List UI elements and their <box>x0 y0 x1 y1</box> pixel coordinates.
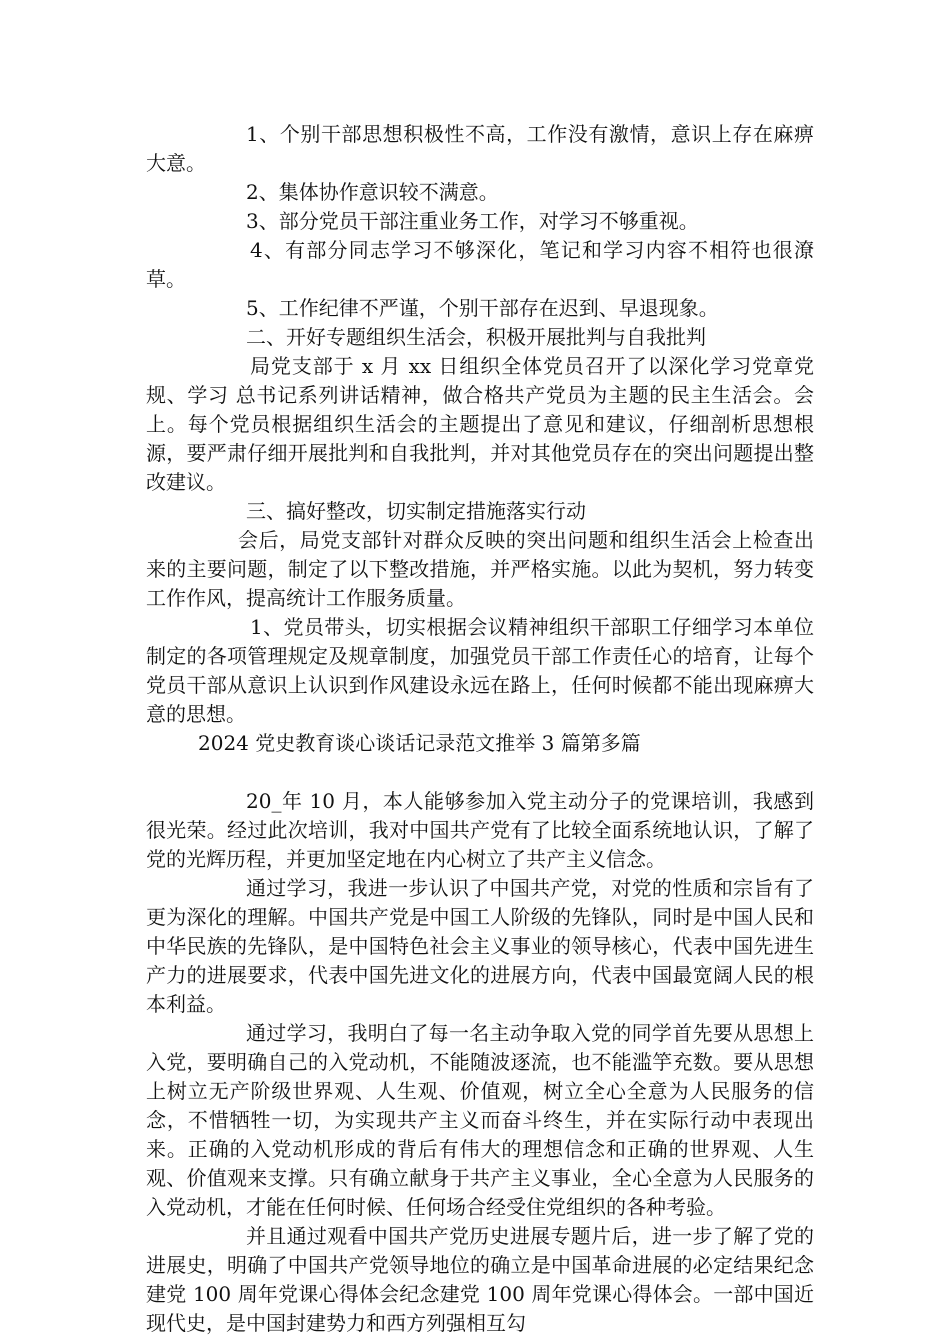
blank-line <box>146 758 814 787</box>
paragraph-understanding: 通过学习，我进一步认识了中国共产党，对党的性质和宗旨有了更为深化的理解。中国共产党是中国工人阶级的先锋队，同时是中国人民和中华民族的先锋队，是中国特色社会主义事业的领导核心，代表中国先进生产力的进展要求，代表中国先进文化的进展方向，代表中国最宽阔人民的根本利益。 <box>146 876 814 1016</box>
paragraph-history: 并且通过观看中国共产党历史进展专题片后，进一步了解了党的进展史，明确了中国共产党领导地位的确立是中国革命进展的必定结果纪念建党 100 周年党课心得体会纪念建党 100 周年党课心得体会。一部中国近现代史，是中国封建势力和西方列强相互勾 <box>146 1224 814 1335</box>
paragraph-motivation: 通过学习，我明白了每一名主动争取入党的同学首先要从思想上入党，要明确自己的入党动机，不能随波逐流，也不能滥竽充数。要从思想上树立无产阶级世界观、人生观、价值观，树立全心全意为人民服务的信念，不惜牺牲一切，为实现共产主义而奋斗终生，并在实际行动中表现出来。正确的入党动机形成的背后有伟大的理想信念和正确的世界观、人生观、价值观来支撑。只有确立献身于共产主义事业，全心全意为人民服务的入党动机，才能在任何时候、任何场合经受住党组织的各种考验。 <box>146 1021 814 1219</box>
paragraph-measure-1: 1、党员带头，切实根据会议精神组织干部职工仔细学习本单位制定的各项管理规定及规章制度，加强党员干部工作责任心的培育，让每个党员干部从意识上认识到作风建设永远在路上，任何时候都不能出现麻痹大意的思想。 <box>146 615 814 726</box>
paragraph-meeting: 局党支部于 x 月 xx 日组织全体党员召开了以深化学习党章党规、学习 总书记系列讲话精神，做合格共产党员为主题的民主生活会。会上。每个党员根据组织生活会的主题提出了意见和建议，仔细剖析思想根源，要严肃仔细开展批判和自我批判，并对其他党员存在的突出问题提出整改建议。 <box>146 354 814 494</box>
document-page <box>146 120 814 1338</box>
paragraph-item-1: 1、个别干部思想积极性不高，工作没有激情，意识上存在麻痹大意。 <box>146 122 814 175</box>
paragraph-item-5: 5、工作纪律不严谨，个别干部存在迟到、早退现象。 <box>246 296 719 320</box>
article-title: 2024 党史教育谈心谈话记录范文推举 3 篇第多篇 <box>198 731 641 755</box>
section-heading-2: 二、开好专题组织生活会，积极开展批判与自我批判 <box>246 325 706 349</box>
paragraph-item-4: 4、有部分同志学习不够深化，笔记和学习内容不相符也很潦草。 <box>146 238 814 291</box>
paragraph-rectification: 会后，局党支部针对群众反映的突出问题和组织生活会上检查出来的主要问题，制定了以下整改措施，并严格实施。以此为契机，努力转变工作作风，提高统计工作服务质量。 <box>146 528 814 610</box>
section-heading-3: 三、搞好整改，切实制定措施落实行动 <box>246 499 586 523</box>
paragraph-item-2: 2、集体协作意识较不满意。 <box>246 180 499 204</box>
paragraph-training: 20_年 10 月，本人能够参加入党主动分子的党课培训，我感到很光荣。经过此次培训，我对中国共产党有了比较全面系统地认识，了解了党的光辉历程，并更加坚定地在内心树立了共产主义信念。 <box>146 789 814 871</box>
paragraph-item-3: 3、部分党员干部注重业务工作，对学习不够重视。 <box>246 209 699 233</box>
